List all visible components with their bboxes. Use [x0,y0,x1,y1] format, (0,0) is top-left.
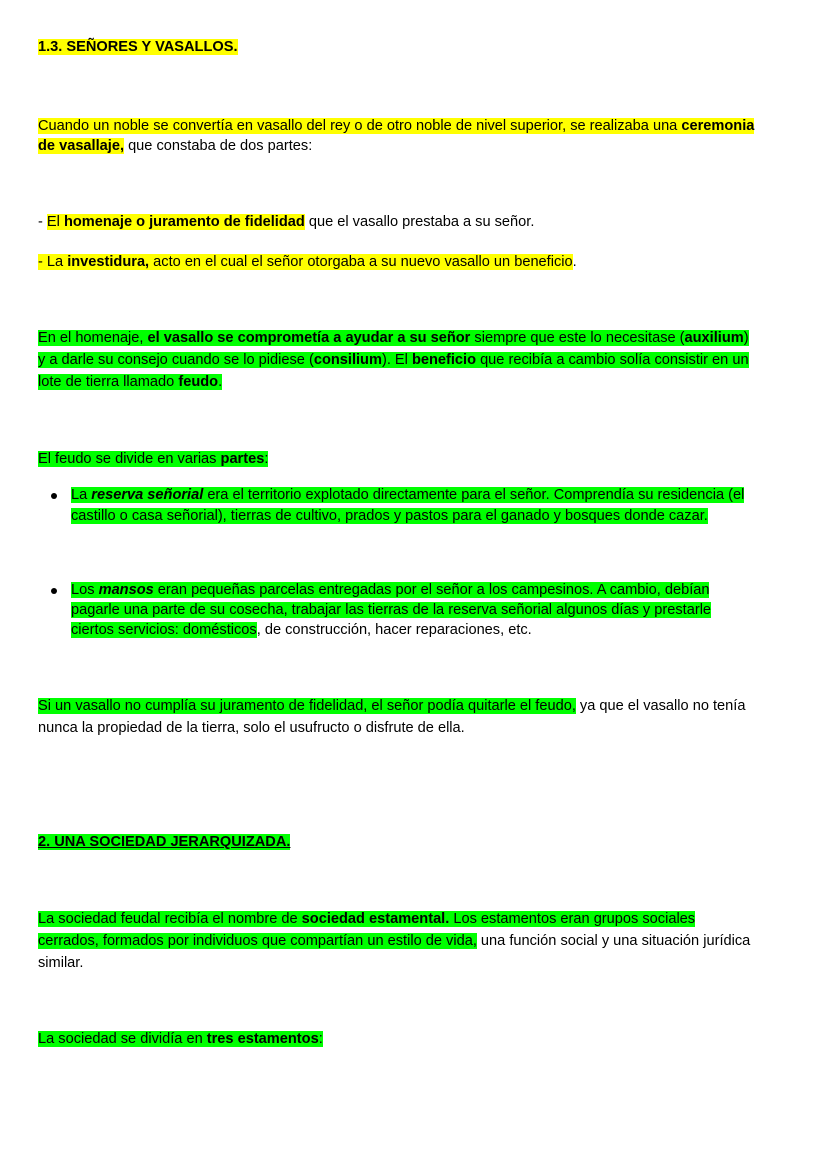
section-heading-2 [38,833,290,851]
text: ) [743,330,749,346]
text: En el homenaje, [38,330,148,346]
bullet-mansos-line-2 [71,601,711,619]
text: que el vasallo prestaba a su señor. [304,214,535,230]
paragraph-ceremonia-line-1 [38,117,754,135]
text: Los estamentos eran grupos sociales [449,911,696,927]
text: que constaba de dos partes: [124,138,313,154]
text: ya que el vasallo no tenía [575,698,746,714]
bold-text: auxilium [684,330,744,346]
text: que recibía a cambio solía consistir en un [476,352,749,368]
bullet-mansos-line-1 [71,581,709,599]
text: . [572,254,577,270]
bold-text: el vasallo se comprometía a ayudar a su señor [147,330,471,346]
text: nunca la propiedad de la tierra, solo el usufructo o disfrute de ella. [38,720,465,736]
bold-text: partes [220,451,265,467]
paragraph-sociedad-line-2 [38,932,750,950]
text: El feudo se divide en varias [38,451,221,467]
paragraph-ceremonia-line-2 [38,137,312,155]
heading-text: 2. UNA SOCIEDAD JERARQUIZADA. [38,834,291,850]
dash: - [38,214,47,230]
text: era el territorio explotado directamente para el señor. Comprendía su residencia (el [203,487,745,503]
list-item-homenaje [38,213,534,231]
text: - La [38,254,68,270]
text: castillo o casa señorial), tierras de cultivo, prados y pastos para el ganado y bosques donde cazar. [71,508,708,524]
paragraph-homenaje-line-2 [38,351,749,369]
bold-italic-text: reserva señorial [91,487,204,503]
text: , de construcción, hacer reparaciones, etc. [256,622,532,638]
text: Cuando un noble se convertía en vasallo del rey o de otro noble de nivel superior, se realizaba una [38,118,682,134]
text: . [218,374,223,390]
paragraph-sociedad-line-3 [38,954,83,972]
text: similar. [38,955,84,971]
bullet-mansos-line-3 [71,621,532,639]
bold-text: feudo [178,374,219,390]
bullet-dot [51,588,57,594]
text: ciertos servicios: domésticos [71,622,257,638]
text: cerrados, formados por individuos que compartían un estilo de vida, [38,933,477,949]
bold-text: sociedad estamental. [301,911,450,927]
text: pagarle una parte de su cosecha, trabajar las tierras de la reserva señorial algunos días y prestarle [71,602,712,618]
bold-text: de vasallaje, [38,138,125,154]
text: : [264,451,269,467]
text: acto en el cual el señor otorgaba a su nuevo vasallo un beneficio [149,254,573,270]
bold-text: investidura, [67,254,150,270]
bullet-reserva-line-1 [71,486,744,504]
bold-text: beneficio [411,352,477,368]
bullet-reserva-line-2 [71,507,708,525]
text: : [318,1031,323,1047]
bold-text: tres estamentos [206,1031,319,1047]
paragraph-juramento-line-2 [38,719,465,737]
text: eran pequeñas parcelas entregadas por el señor a los campesinos. A cambio, debían [153,582,710,598]
paragraph-juramento-line-1 [38,697,745,715]
text: La sociedad feudal recibía el nombre de [38,911,302,927]
text: Si un vasallo no cumplía su juramento de fidelidad, el señor podía quitarle el feudo, [38,698,576,714]
text: La [71,487,92,503]
text: ). El [381,352,412,368]
bold-text: ceremonia [681,118,755,134]
paragraph-tres-estamentos [38,1030,323,1048]
bold-text: consilium [313,352,382,368]
text: una función social y una situación jurídica [476,933,751,949]
bullet-dot [51,493,57,499]
text: Los [71,582,99,598]
text: y a darle su consejo cuando se lo pidiese ( [38,352,314,368]
text: siempre que este lo necesitase ( [470,330,685,346]
section-heading-1-3 [38,38,238,56]
bold-text: homenaje o juramento de fidelidad [63,214,305,230]
text: El [46,214,64,230]
paragraph-homenaje-line-1 [38,329,749,347]
bold-italic-text: mansos [98,582,154,598]
paragraph-feudo-partes [38,450,268,468]
paragraph-homenaje-line-3 [38,373,222,391]
list-item-investidura [38,253,577,271]
text: La sociedad se dividía en [38,1031,207,1047]
heading-text: 1.3. SEÑORES Y VASALLOS. [38,39,238,55]
text: lote de tierra llamado [38,374,179,390]
paragraph-sociedad-line-1 [38,910,695,928]
